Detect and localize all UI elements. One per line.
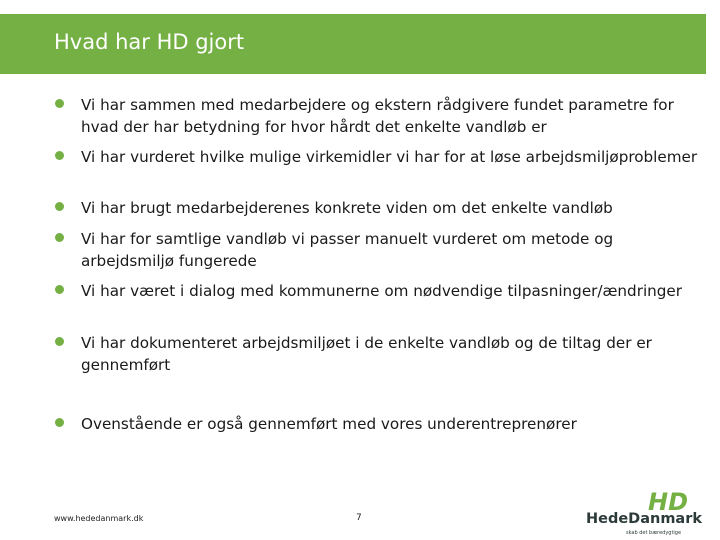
bullet-dot-icon bbox=[55, 285, 64, 294]
bullet-text: Vi har dokumenteret arbejdsmiljøet i de enkelte vandløb og de tiltag der er gennemført bbox=[81, 334, 652, 374]
logo-text: HedeDanmark bbox=[586, 511, 703, 527]
bullet-dot-icon bbox=[55, 151, 64, 160]
bullet-dot-icon bbox=[55, 233, 64, 242]
bullet-text: Ovenstående er også gennemført med vores underentreprenører bbox=[81, 415, 577, 433]
bullet-dot-icon bbox=[55, 99, 64, 108]
bullet-dot-icon bbox=[55, 202, 64, 211]
bullet-text: Vi har vurderet hvilke mulige virkemidler vi har for at løse arbejdsmiljøproblemer bbox=[81, 148, 698, 166]
bullet-text: Vi har sammen med medarbejdere og ekstern rådgivere fundet parametre for hvad der har betydning for hvor hårdt det enkelte vandløb er bbox=[81, 96, 674, 136]
bullet-text: Vi har været i dialog med kommunerne om nødvendige tilpasninger/ændringer bbox=[81, 282, 683, 300]
logo-tagline: skab det bæredygtige bbox=[626, 530, 682, 536]
footer-url[interactable]: www.hededanmark.dk bbox=[54, 514, 144, 523]
bullet-text: Vi har for samtlige vandløb vi passer manuelt vurderet om metode og arbejdsmiljø fungerede bbox=[81, 230, 614, 270]
hededanmark-logo bbox=[584, 488, 704, 536]
page-number: 7 bbox=[356, 513, 362, 523]
bullet-dot-icon bbox=[55, 418, 64, 427]
bullet-text: Vi har brugt medarbejderenes konkrete viden om det enkelte vandløb bbox=[81, 199, 613, 217]
bullet-dot-icon bbox=[55, 337, 64, 346]
logo-mark: HD bbox=[648, 488, 689, 516]
slide-title: Hvad har HD gjort bbox=[54, 30, 245, 54]
